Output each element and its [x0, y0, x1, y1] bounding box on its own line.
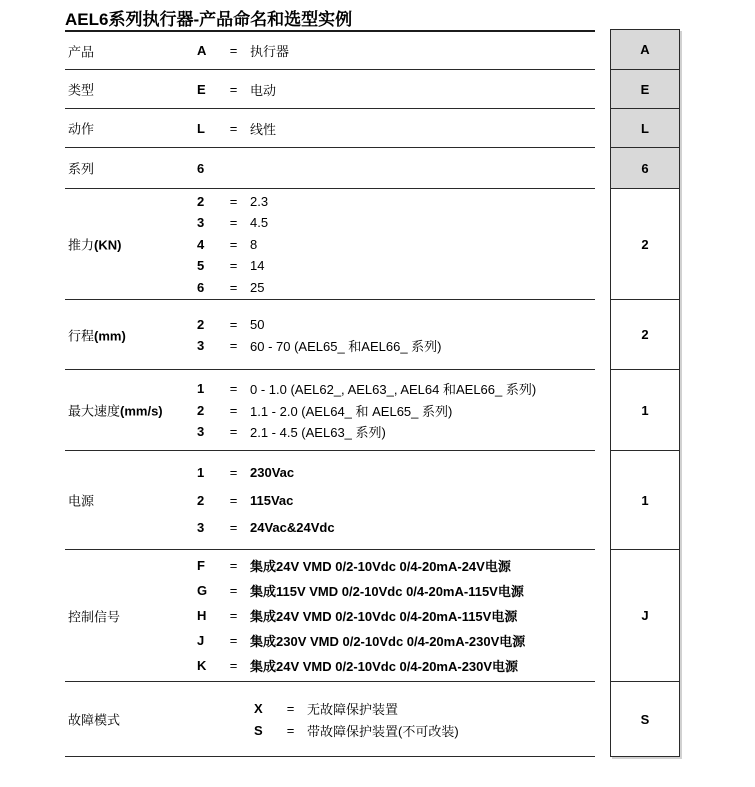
- row-options: [65, 109, 595, 147]
- option-value: 50: [250, 316, 265, 332]
- table-row: [65, 32, 595, 70]
- option-line: [197, 578, 595, 603]
- option-value: 24Vac&24Vdc: [250, 520, 335, 535]
- table-row: [65, 148, 595, 189]
- option-value: 115Vac: [250, 492, 294, 508]
- row-options: [65, 451, 595, 549]
- result-code-column: [610, 29, 680, 757]
- table-row: [65, 370, 595, 451]
- equals-sign: =: [229, 120, 238, 136]
- equals-sign: =: [229, 381, 238, 396]
- row-label: [68, 491, 94, 510]
- equals-sign: =: [229, 583, 238, 599]
- equals-sign: =: [286, 722, 295, 738]
- result-cell: 2: [611, 188, 679, 299]
- option-line: [197, 190, 595, 212]
- option-line: [197, 335, 595, 356]
- option-code: J: [197, 632, 205, 648]
- equals-sign: =: [229, 193, 238, 209]
- option-line: [197, 70, 595, 108]
- option-code: 4: [197, 236, 205, 252]
- row-label: [68, 401, 163, 420]
- equals-sign: =: [229, 279, 238, 295]
- option-value: 230Vac: [250, 465, 295, 480]
- table-row: [65, 550, 595, 682]
- row-options: [65, 682, 595, 756]
- table-row: [65, 70, 595, 109]
- option-code: 6: [197, 160, 205, 176]
- option-line: [197, 233, 595, 255]
- row-label-text: 行程: [68, 328, 95, 343]
- option-code: 3: [197, 520, 205, 535]
- result-cell: A: [611, 30, 679, 69]
- option-value: 8: [250, 236, 258, 252]
- row-label-text: 推力: [68, 237, 95, 253]
- option-line: [197, 603, 595, 628]
- option-line: [254, 719, 595, 741]
- option-value: 60 - 70 (AEL65_ 和AEL66_ 系列): [250, 338, 442, 354]
- row-label: [68, 710, 120, 729]
- equals-sign: =: [229, 258, 238, 273]
- option-value: 线性: [250, 121, 277, 137]
- row-options: [65, 32, 595, 69]
- equals-sign: =: [229, 81, 238, 97]
- option-code: 3: [197, 215, 205, 230]
- row-label: [68, 606, 120, 625]
- row-label-text: 类型: [68, 82, 95, 98]
- option-code: L: [197, 120, 205, 136]
- row-label: [68, 159, 94, 178]
- option-value: 带故障保护装置(不可改装): [307, 723, 459, 739]
- option-code: 2: [197, 492, 205, 508]
- row-label-unit: (KN): [94, 237, 122, 253]
- option-code: 2: [197, 402, 205, 418]
- table-row: [65, 300, 595, 370]
- option-code: 2: [197, 193, 205, 209]
- result-cell: 6: [611, 147, 679, 188]
- option-value: 2.1 - 4.5 (AEL63_ 系列): [250, 425, 386, 440]
- equals-sign: =: [229, 43, 238, 58]
- option-value: 集成24V VMD 0/2-10Vdc 0/4-20mA-115V电源: [250, 608, 518, 624]
- option-value: 电动: [250, 82, 277, 98]
- equals-sign: =: [229, 337, 238, 353]
- option-line: [197, 421, 595, 443]
- row-label-unit: (mm): [94, 328, 126, 343]
- option-value: 集成24V VMD 0/2-10Vdc 0/4-20mA-230V电源: [250, 658, 519, 674]
- option-value: 集成230V VMD 0/2-10Vdc 0/4-20mA-230V电源: [250, 633, 526, 649]
- equals-sign: =: [229, 558, 238, 574]
- option-line: [197, 32, 595, 69]
- equals-sign: =: [229, 632, 238, 648]
- option-line: [254, 697, 595, 719]
- option-line: [197, 109, 595, 147]
- equals-sign: =: [229, 465, 238, 480]
- row-label: [68, 325, 126, 344]
- equals-sign: =: [229, 607, 238, 623]
- row-label: [68, 119, 94, 138]
- page-title: AEL6系列执行器-产品命名和选型实例: [65, 10, 353, 29]
- table-row: [65, 109, 595, 148]
- option-value: 4.5: [250, 215, 269, 230]
- row-label: [68, 235, 121, 254]
- option-code: K: [197, 657, 207, 673]
- equals-sign: =: [229, 520, 238, 535]
- option-line: [197, 653, 595, 678]
- row-label-text: 系列: [68, 161, 95, 177]
- equals-sign: =: [229, 424, 238, 439]
- option-code: A: [197, 43, 207, 58]
- naming-spec-table: [65, 30, 595, 757]
- equals-sign: =: [286, 700, 295, 716]
- result-cell: 2: [611, 299, 679, 369]
- option-code: 2: [197, 316, 205, 332]
- option-code: G: [197, 583, 208, 599]
- row-label-text: 故障模式: [68, 712, 121, 728]
- result-cell: E: [611, 69, 679, 108]
- option-value: 25: [250, 279, 265, 295]
- option-value: 14: [250, 258, 265, 273]
- row-label: [68, 80, 94, 99]
- option-line: [197, 554, 595, 579]
- row-label-text: 动作: [68, 121, 95, 137]
- option-value: 1.1 - 2.0 (AEL64_ 和 AEL65_ 系列): [250, 403, 453, 419]
- result-cell: 1: [611, 450, 679, 549]
- equals-sign: =: [229, 657, 238, 673]
- option-code: 6: [197, 279, 205, 295]
- option-line: [197, 212, 595, 234]
- option-code: 1: [197, 465, 205, 480]
- row-options: [65, 189, 595, 299]
- equals-sign: =: [229, 215, 238, 230]
- option-value: 2.3: [250, 193, 269, 209]
- result-cell: L: [611, 108, 679, 147]
- option-line: [197, 486, 595, 514]
- result-cell: 1: [611, 369, 679, 450]
- option-line: [197, 276, 595, 298]
- option-line: [197, 255, 595, 277]
- option-code: 3: [197, 424, 205, 439]
- row-options: [65, 550, 595, 681]
- row-options: [65, 300, 595, 369]
- option-code: S: [254, 722, 263, 738]
- option-line: [197, 399, 595, 421]
- table-row: [65, 189, 595, 300]
- equals-sign: =: [229, 316, 238, 332]
- option-value: 集成24V VMD 0/2-10Vdc 0/4-20mA-24V电源: [250, 559, 511, 575]
- option-value: 0 - 1.0 (AEL62_, AEL63_, AEL64 和AEL66_ 系列): [250, 382, 537, 397]
- result-cell: S: [611, 681, 679, 756]
- option-line: [197, 628, 595, 653]
- row-label-text: 最大速度: [68, 403, 121, 419]
- row-options: [65, 70, 595, 108]
- row-label-text: 产品: [68, 44, 95, 59]
- option-code: 1: [197, 381, 205, 396]
- option-line: [197, 314, 595, 335]
- option-code: 5: [197, 258, 205, 273]
- result-cell: J: [611, 549, 679, 681]
- equals-sign: =: [229, 492, 238, 508]
- option-line: [197, 514, 595, 542]
- option-code: 3: [197, 337, 205, 353]
- option-line: [197, 378, 595, 400]
- equals-sign: =: [229, 402, 238, 418]
- option-code: E: [197, 81, 206, 97]
- table-row: [65, 682, 595, 757]
- row-label-text: 电源: [68, 493, 95, 509]
- table-row: [65, 451, 595, 550]
- option-value: 集成115V VMD 0/2-10Vdc 0/4-20mA-115V电源: [250, 584, 524, 600]
- option-value: 无故障保护装置: [307, 701, 399, 717]
- row-options: [65, 148, 595, 188]
- option-code: H: [197, 607, 207, 623]
- option-code: X: [254, 700, 263, 716]
- option-line: [197, 148, 595, 188]
- option-line: [197, 459, 595, 487]
- equals-sign: =: [229, 236, 238, 252]
- row-label-unit: (mm/s): [120, 403, 163, 419]
- option-code: F: [197, 558, 205, 574]
- row-label: [68, 41, 94, 60]
- row-label-text: 控制信号: [68, 609, 121, 624]
- option-value: 执行器: [250, 44, 290, 59]
